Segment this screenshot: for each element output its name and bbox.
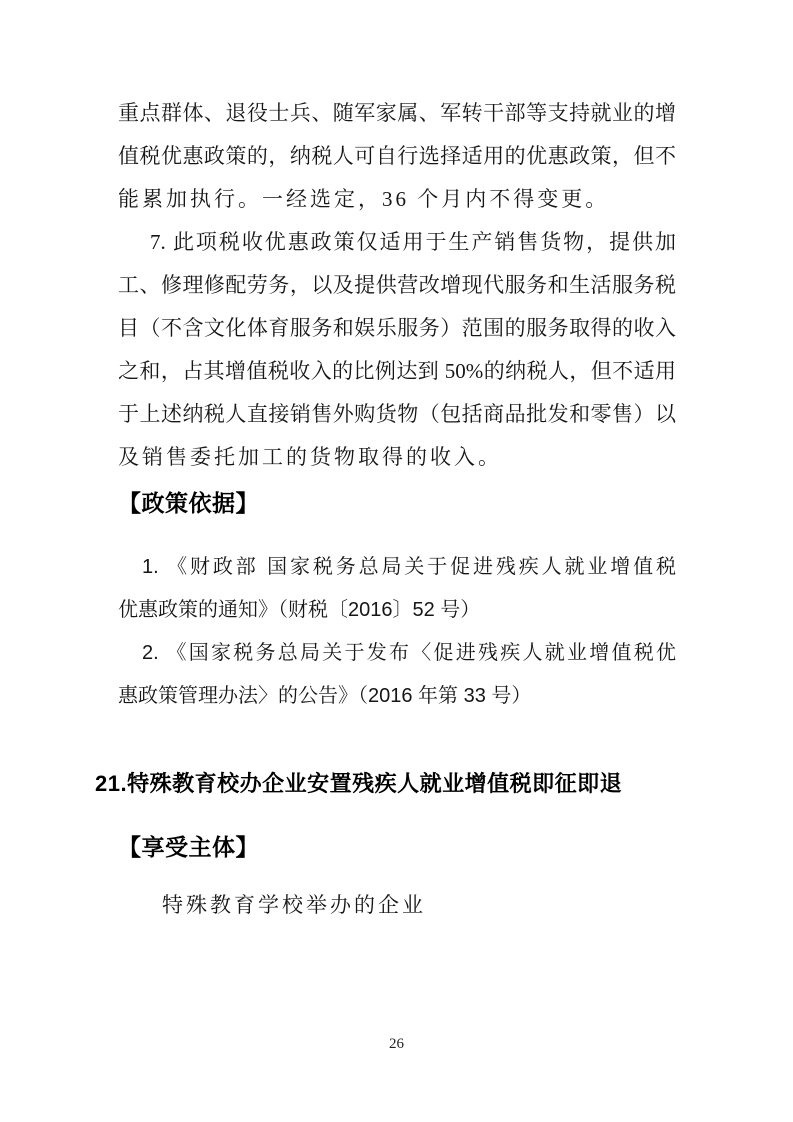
text-line: 及销售委托加工的货物取得的收入。 xyxy=(118,445,502,469)
policy-reference-item xyxy=(118,546,676,632)
text-line: 目（不含文化体育服务和娱乐服务）范围的服务取得的收入 xyxy=(118,316,676,340)
text-line: 7. 此项税收优惠政策仅适用于生产销售货物，提供加 xyxy=(150,230,676,254)
text-line: 之和，占其增值税收入的比例达到 50%的纳税人，但不适用 xyxy=(118,359,676,383)
text-line: 工、修理修配劳务，以及提供营改增现代服务和生活服务税 xyxy=(118,273,676,297)
text-line: 值税优惠政策的，纳税人可自行选择适用的优惠政策，但不 xyxy=(118,144,676,168)
text-line: 惠政策管理办法〉的公告》（2016 年第 33 号） xyxy=(118,685,532,707)
beneficiary-text: 特殊教育学校举办的企业 xyxy=(162,893,426,917)
section-21-heading: 21.特殊教育校办企业安置残疾人就业增值税即征即退 xyxy=(95,771,623,796)
text-line: 2. 《国家税务总局关于发布〈促进残疾人就业增值税优 xyxy=(142,642,676,664)
beneficiary-paragraph xyxy=(118,884,676,927)
intro-paragraph xyxy=(118,92,676,221)
text-line: 重点群体、退役士兵、随军家属、军转干部等支持就业的增 xyxy=(118,101,676,125)
text-line: 优惠政策的通知》（财税〔2016〕52 号） xyxy=(118,599,481,621)
item-7-paragraph xyxy=(118,221,676,479)
policy-reference-item xyxy=(118,632,676,718)
policy-basis-heading: 【政策依据】 xyxy=(118,490,259,516)
text-line: 于上述纳税人直接销售外购货物（包括商品批发和零售）以 xyxy=(118,402,676,426)
page-number: 26 xyxy=(389,1036,404,1052)
beneficiary-heading: 【享受主体】 xyxy=(118,834,259,860)
text-line: 能累加执行。一经选定，36 个月内不得变更。 xyxy=(118,187,610,211)
text-line: 1. 《财政部 国家税务总局关于促进残疾人就业增值税 xyxy=(142,556,676,578)
